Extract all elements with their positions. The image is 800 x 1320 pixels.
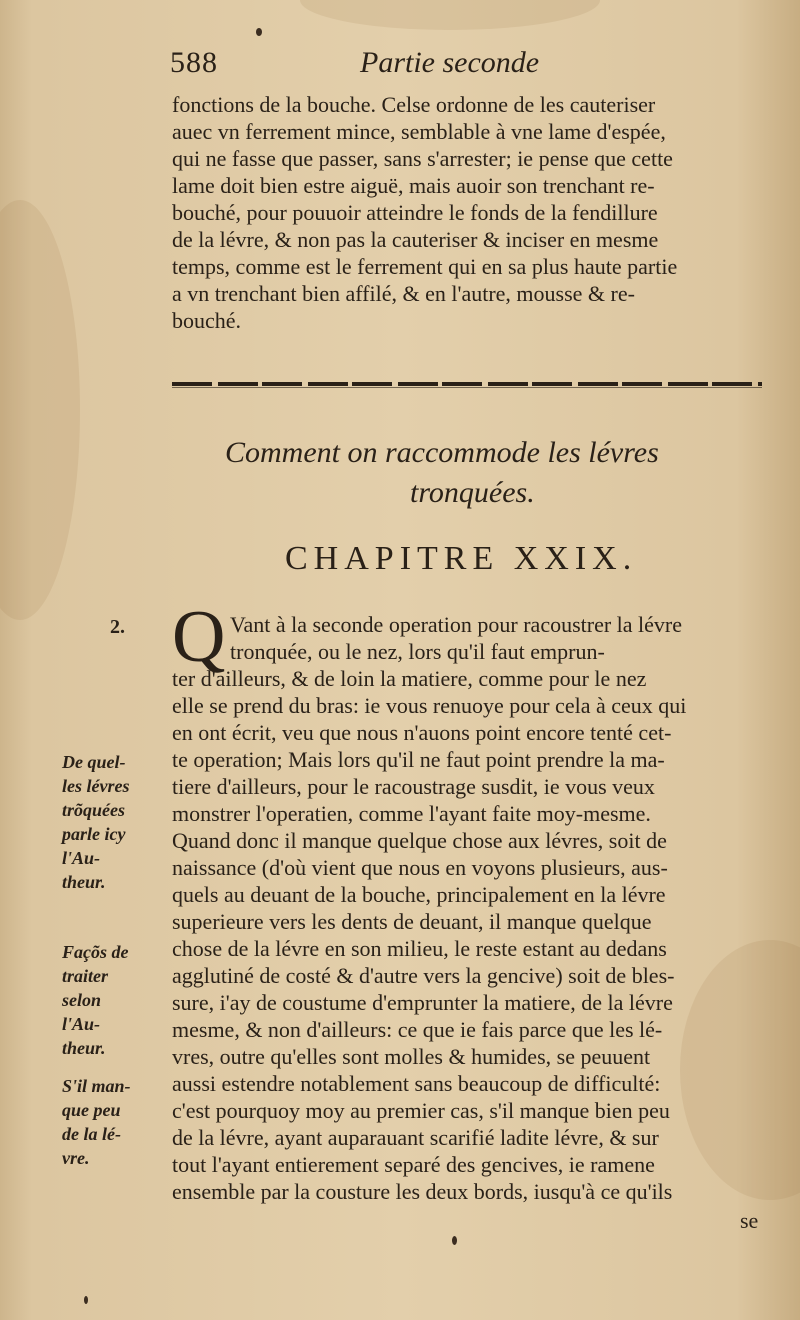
margin-note-line: de la lé- <box>62 1124 121 1144</box>
margin-note-line: traiter <box>62 966 109 986</box>
section-title-line: tronquées. <box>410 476 535 509</box>
margin-note <box>62 940 129 1060</box>
text-line: aussi estendre notablement sans beaucoup de difficulté: <box>172 1071 661 1096</box>
text-line: ensemble par la cousture les deux bords, iusqu'à ce qu'ils <box>172 1179 673 1204</box>
margin-note-line: l'Au- <box>62 1014 101 1034</box>
text-line: chose de la lévre en son milieu, le reste estant au dedans <box>172 936 667 961</box>
margin-note-line: theur. <box>62 1038 106 1058</box>
page-number: 588 <box>170 46 218 79</box>
section-title-line: Comment on raccommode les lévres <box>225 436 659 469</box>
text-line: mesme, & non d'ailleurs: ce que ie fais parce que les lé- <box>172 1017 663 1042</box>
running-head <box>170 46 770 92</box>
text-line: en ont écrit, veu que nous n'auons point encore tenté cet- <box>172 720 672 745</box>
text-line: bouché. <box>172 308 242 333</box>
text-line: Vant à la seconde operation pour racoustrer la lévre <box>230 612 683 637</box>
running-title: Partie seconde <box>360 46 540 79</box>
ink-spot <box>256 28 262 36</box>
margin-note-line: theur. <box>62 872 106 892</box>
margin-note-line: l'Au- <box>62 848 101 868</box>
margin-note-line: parle icy <box>62 824 126 844</box>
page-stain <box>0 200 80 620</box>
text-line: elle se prend du bras: ie vous renuoye pour cela à ceux qui <box>172 693 687 718</box>
text-line: sure, i'ay de coustume d'emprunter la matiere, de la lévre <box>172 990 673 1015</box>
margin-note-line: Façõs de <box>62 942 129 962</box>
text-line: lame doit bien estre aiguë, mais auoir son trenchant re- <box>172 173 655 198</box>
ornamental-rule-line <box>172 387 762 388</box>
text-line: quels au deuant de la bouche, principalement en la lévre <box>172 882 666 907</box>
margin-note-line: De quel- <box>62 752 126 772</box>
ink-spot <box>452 1236 457 1245</box>
text-line: ter d'ailleurs, & de loin la matiere, comme pour le nez <box>172 666 647 691</box>
margin-note-line: selon <box>62 990 102 1010</box>
text-line: Quand donc il manque quelque chose aux lévres, soit de <box>172 828 667 853</box>
text-line: tiere d'ailleurs, pour le racoustrage susdit, ie vous veux <box>172 774 655 799</box>
margin-note-line: que peu <box>62 1100 121 1120</box>
paragraph-number: 2. <box>110 616 125 638</box>
margin-note <box>62 750 129 894</box>
margin-note-line: trõquées <box>62 800 125 820</box>
text-line: naissance (d'où vient que nous en voyons plusieurs, aus- <box>172 855 668 880</box>
text-line: agglutiné de costé & d'autre vers la gencive) soit de bles- <box>172 963 675 988</box>
margin-note-line: vre. <box>62 1148 90 1168</box>
margin-note-line: les lévres <box>62 776 130 796</box>
text-line: superieure vers les dents de deuant, il manque quelque <box>172 909 652 934</box>
text-line: tout l'ayant entierement separé des gencives, ie ramene <box>172 1152 655 1177</box>
text-line: a vn trenchant bien affilé, & en l'autre, mousse & re- <box>172 281 635 306</box>
ornamental-rule <box>172 382 762 386</box>
text-line: de la lévre, ayant auparauant scarifié ladite lévre, & sur <box>172 1125 659 1150</box>
text-line: monstrer l'operatien, comme l'ayant faite moy-mesme. <box>172 801 651 826</box>
text-line: auec vn ferrement mince, semblable à vne lame d'espée, <box>172 119 666 144</box>
page-stain <box>680 940 800 1200</box>
text-line: c'est pourquoy moy au premier cas, s'il manque bien peu <box>172 1098 670 1123</box>
ink-spot <box>84 1296 88 1304</box>
text-line: fonctions de la bouche. Celse ordonne de les cauteriser <box>172 92 656 117</box>
catchword: se <box>740 1208 759 1233</box>
text-line: temps, comme est le ferrement qui en sa plus haute partie <box>172 254 678 279</box>
text-line: vres, outre qu'elles sont molles & humides, se peuuent <box>172 1044 651 1069</box>
drop-cap: Q <box>172 596 226 678</box>
text-line: tronquée, ou le nez, lors qu'il faut emprun- <box>230 639 605 664</box>
page-stain <box>300 0 600 30</box>
text-line: bouché, pour pouuoir atteindre le fonds de la fendillure <box>172 200 658 225</box>
margin-note-line: S'il man- <box>62 1076 131 1096</box>
text-line: te operation; Mais lors qu'il ne faut point prendre la ma- <box>172 747 665 772</box>
text-line: qui ne fasse que passer, sans s'arrester; ie pense que cette <box>172 146 673 171</box>
text-line: de la lévre, & non pas la cauteriser & inciser en mesme <box>172 227 659 252</box>
chapter-heading: CHAPITRE XXIX. <box>285 540 638 577</box>
margin-note <box>62 1074 131 1170</box>
